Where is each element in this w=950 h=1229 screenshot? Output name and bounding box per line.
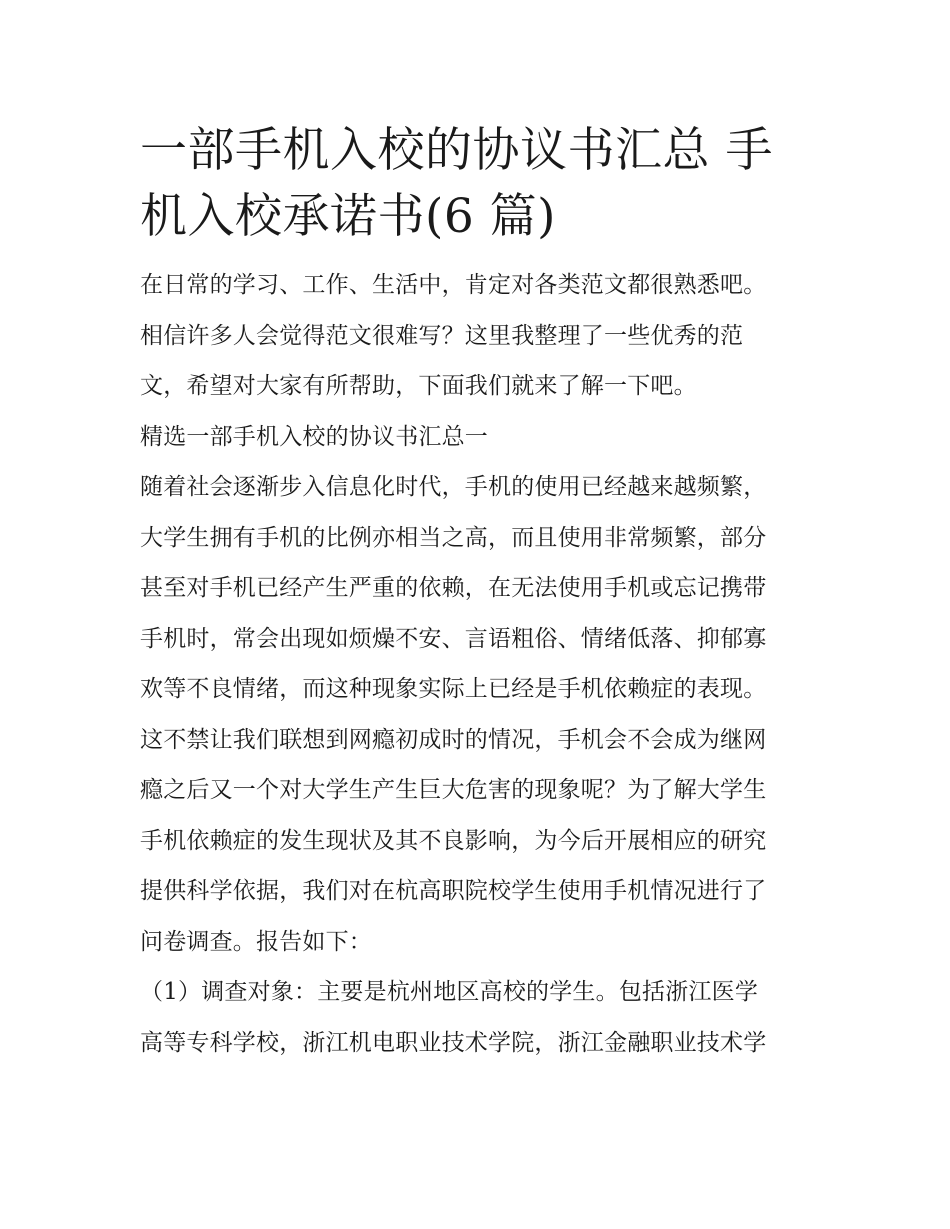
body-line-3: 文，希望对大家有所帮助，下面我们就来了解一下吧。 xyxy=(140,373,697,399)
body-line-15: （1）调查对象：主要是杭州地区高校的学生。包括浙江医学 xyxy=(140,979,759,1005)
title-line-1: 一部手机入校的协议书汇总 手 xyxy=(140,123,773,178)
body-line-14: 问卷调查。报告如下： xyxy=(140,928,372,955)
body-line-1: 在日常的学习、工作、生活中，肯定对各类范文都很熟悉吧。 xyxy=(140,272,767,298)
body-line-6: 大学生拥有手机的比例亦相当之高，而且使用非常频繁，部分 xyxy=(140,524,767,551)
body-line-9: 欢等不良情绪，而这种现象实际上已经是手机依赖症的表现。 xyxy=(140,676,767,702)
document-page xyxy=(140,118,820,1068)
document-body xyxy=(140,260,820,1068)
body-line-2: 相信许多人会觉得范文很难写？这里我整理了一些优秀的范 xyxy=(140,322,744,349)
body-line-16: 高等专科学校，浙江机电职业技术学院，浙江金融职业技术学 xyxy=(140,1029,767,1056)
body-line-8: 手机时，常会出现如烦燥不安、言语粗俗、情绪低落、抑郁寡 xyxy=(140,625,767,652)
document-title xyxy=(140,118,820,250)
body-line-10: 这不禁让我们联想到网瘾初成时的情况，手机会不会成为继网 xyxy=(140,726,767,753)
body-line-13: 提供科学依据，我们对在杭高职院校学生使用手机情况进行了 xyxy=(140,878,767,904)
body-line-7: 甚至对手机已经产生严重的依赖，在无法使用手机或忘记携带 xyxy=(140,575,767,601)
section-heading: 精选一部手机入校的协议书汇总一 xyxy=(140,423,488,450)
title-line-2: 机入校承诺书(6 篇) xyxy=(140,189,557,244)
body-line-5: 随着社会逐渐步入信息化时代，手机的使用已经越来越频繁， xyxy=(140,474,767,500)
body-line-12: 手机依赖症的发生现状及其不良影响，为今后开展相应的研究 xyxy=(140,827,767,854)
body-line-11: 瘾之后又一个对大学生产生巨大危害的现象呢？为了解大学生 xyxy=(140,777,767,803)
